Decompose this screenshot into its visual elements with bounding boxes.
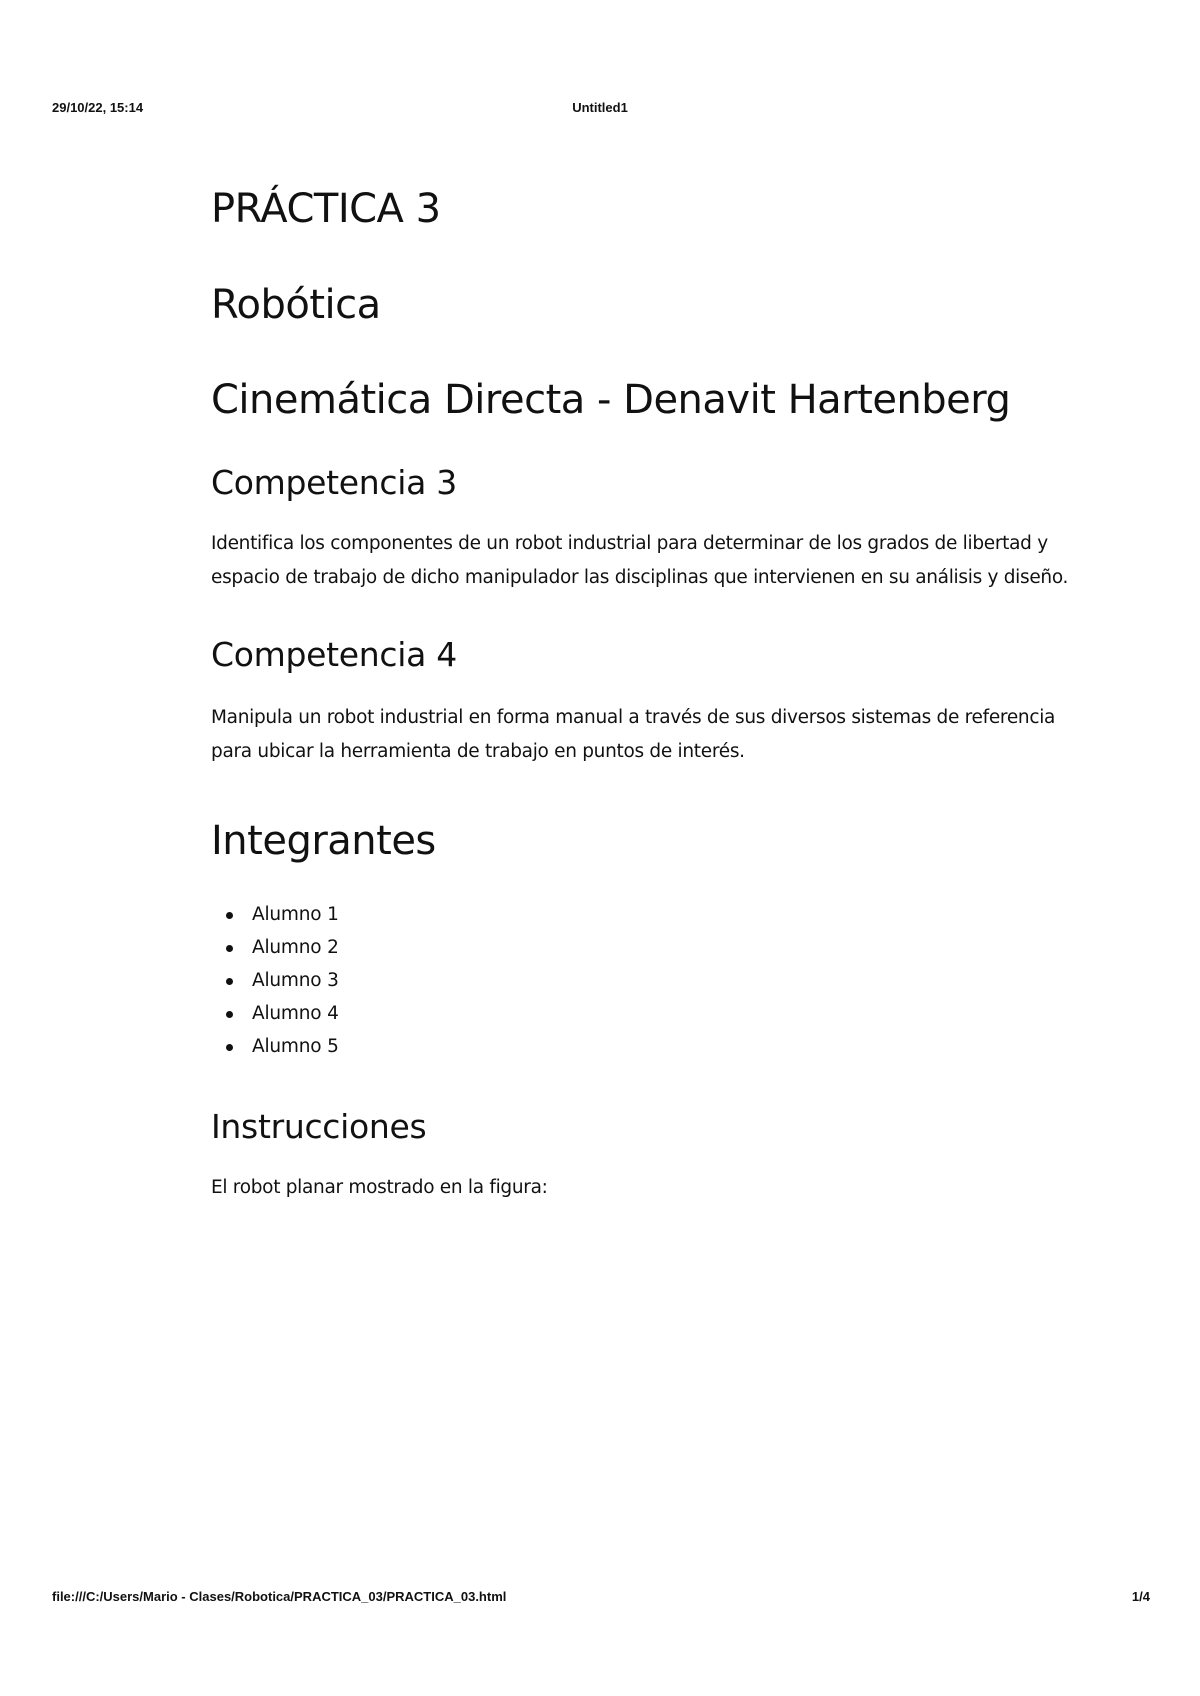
member-name: Alumno 4 bbox=[252, 1003, 339, 1024]
integrantes-heading: Integrantes bbox=[211, 818, 436, 864]
integrantes-list bbox=[211, 898, 339, 1063]
bullet-icon bbox=[226, 912, 233, 919]
instrucciones-text: El robot planar mostrado en la figura: bbox=[211, 1177, 548, 1198]
competencia-4-line: Manipula un robot industrial en forma manual a través de sus diversos sistemas de referencia bbox=[211, 707, 1056, 728]
list-item bbox=[211, 1030, 339, 1063]
competencia-3-text bbox=[211, 527, 1068, 595]
bullet-icon bbox=[226, 945, 233, 952]
bullet-icon bbox=[226, 978, 233, 985]
list-item bbox=[211, 898, 339, 931]
print-page-title: Untitled1 bbox=[572, 100, 628, 115]
member-name: Alumno 3 bbox=[252, 970, 339, 991]
bullet-icon bbox=[226, 1011, 233, 1018]
competencia-3-line: espacio de trabajo de dicho manipulador las disciplinas que intervienen en su análisis y diseño. bbox=[211, 567, 1069, 588]
competencia-3-heading: Competencia 3 bbox=[211, 463, 457, 502]
print-file-path: file:///C:/Users/Mario - Clases/Robotica/PRACTICA_03/PRACTICA_03.html bbox=[52, 1589, 507, 1604]
document-subject: Robótica bbox=[211, 282, 381, 328]
competencia-4-text bbox=[211, 701, 1055, 769]
competencia-3-line: Identifica los componentes de un robot industrial para determinar de los grados de libertad y bbox=[211, 533, 1048, 554]
member-name: Alumno 2 bbox=[252, 937, 339, 958]
document-topic: Cinemática Directa - Denavit Hartenberg bbox=[211, 377, 1011, 423]
print-page-number: 1/4 bbox=[1131, 1589, 1150, 1604]
print-datetime: 29/10/22, 15:14 bbox=[52, 100, 144, 115]
document-title: PRÁCTICA 3 bbox=[211, 186, 441, 232]
instrucciones-heading: Instrucciones bbox=[211, 1107, 427, 1146]
member-name: Alumno 1 bbox=[252, 904, 339, 925]
list-item bbox=[211, 931, 339, 964]
list-item bbox=[211, 997, 339, 1030]
bullet-icon bbox=[226, 1044, 233, 1051]
competencia-4-line: para ubicar la herramienta de trabajo en puntos de interés. bbox=[211, 741, 745, 762]
member-name: Alumno 5 bbox=[252, 1036, 339, 1057]
competencia-4-heading: Competencia 4 bbox=[211, 635, 457, 674]
list-item bbox=[211, 964, 339, 997]
